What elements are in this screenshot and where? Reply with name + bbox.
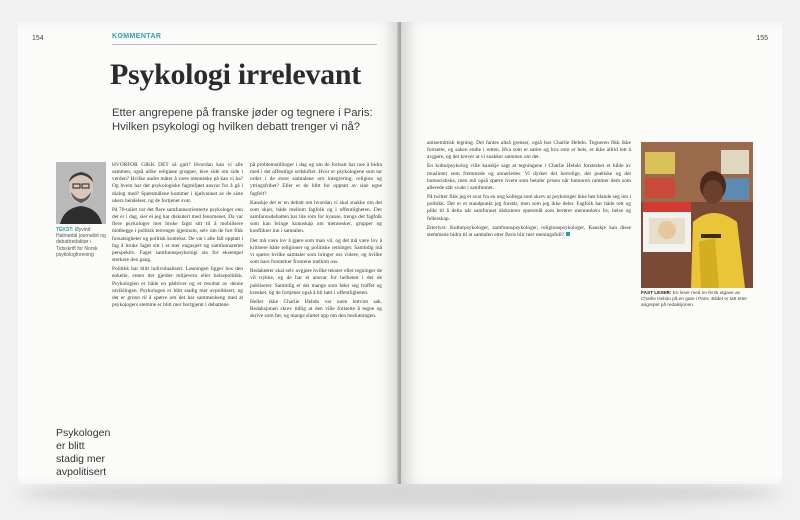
left-column-2 <box>250 162 382 480</box>
left-column-1 <box>112 162 243 480</box>
body-paragraph: Kanskje det er en debatt om hvordan vi skal snakke om det som skjer, både mellom fagfolk og i offentligheten. Der samfunnsdebatten har lite rom for nyanse, trengs det fagfolk som kan bringe kunnskap om mennesker, grupper og konflikter inn i samtalen. <box>250 199 382 235</box>
reader-photo-image <box>641 142 753 288</box>
author-portrait-image <box>56 162 106 224</box>
author-photo <box>56 162 106 224</box>
news-photo <box>641 142 753 288</box>
photo-caption-label: FAST LESER: <box>641 290 672 295</box>
pull-quote: Psykologen er blitt stadig mer avpolitisert <box>56 427 111 478</box>
body-paragraph: antisemittisk tegning. Det fantes altså grenser, også hos Charlie Hebdo. Tegneren fikk ikke fortsette, og saken endte i retten. Hva som er satire og hva som er hets, er ikke alltid lett å avgjøre, og det krever at vi snakker sammen om det. <box>427 140 631 161</box>
left-page <box>18 22 399 484</box>
body-paragraph: På twitter fikk jeg et svar fra en ung kollega som skrev at psykologer ikke bør blande seg inn i politikk. Det er et standpunkt jeg forstår, men som jeg ikke deler. Fagfolk har både rett og plikt til å delta når samfunnet diskuterer spørsmål som berører menneskers liv, helse og fellesskap. <box>427 194 631 222</box>
body-paragraph: Politikk har blitt individualisert. Løsningen ligger hos den enkelte, enten det gjelder miljøvern eller helsepolitikk. Psykologien er både en pådriver og et resultat av denne utviklingen. Psykologen er blitt stadig mer avpolitisert, og det er grunn til å spørre om det har sammenheng med at psykologers stemme er blitt mer bortgjemt i debattene. <box>112 266 243 308</box>
body-paragraph: HVORFOR GIKK DET så galt? Hvordan kan vi alle sammen, også ulike religiøse grupper, leve side om side i verden? Hvilke andre måter å være menneske på kan vi ha? Og hvem har det psykologiske fagmiljøet ansvar for å gå i dialog med? Spørsmålene kommer i kjølvannet av de siste ukers hendelser, og de fortjener svar. <box>112 162 243 204</box>
body-paragraph: Etterlyst: Kulturpsykologer, samfunnspsykologer, religionspsykologer. Kanskje kan disse stemmene bidra til at samtalen etter Paris blir mer meningsfull? <box>427 224 631 238</box>
page-number-right: 155 <box>756 35 768 42</box>
photo-caption-text: En leser med en fersk utgave av Charlie Hebdo på en gate i Paris. Bildet er tatt etter angrepet på redaksjonen. <box>641 290 748 307</box>
body-paragraph: Redaktører skal selv avgjøre hvilke tekster eller tegninger de vil trykke, og de har et ansvar for helheten i det de publiserer. Samtidig er det mange som føler seg truffet og krenket, og de fortjener også å bli hørt i offentligheten. <box>250 268 382 296</box>
header-rule <box>112 44 377 45</box>
page-number-left: 154 <box>32 35 44 42</box>
author-caption <box>56 227 106 258</box>
body-paragraph: Det må være lov å gjøre som man vil, og det må være lov å kritisere både religioner og politiske retninger. Samtidig må vi spørre hvilke samtaler som bringer oss videre, og hvilke som bare forsterker frontene mellom oss. <box>250 237 382 266</box>
section-label: KOMMENTAR <box>112 33 162 40</box>
body-paragraph: på problemstillinger i dag og om de fortsatt har noe å bidra med i det offentlige ordskiftet. Hvor er psykologene som tar ordet i de store samtalene om integrering, religion og ytringsfrihet? Eller er de blitt for opptatt av sine egne fagfelt? <box>250 162 382 197</box>
right-page <box>401 22 782 484</box>
ingress: Etter angrepene på franske jøder og tegnere i Paris: Hvilken psykologi og hvilken debatt trenger vi nå? <box>112 107 373 133</box>
author-caption-label: TEKST: <box>56 227 74 233</box>
end-mark-icon <box>566 232 570 236</box>
headline: Psykologi irrelevant <box>110 58 361 91</box>
body-paragraph: På 70-tallet var det flere samfunnsorienterte psykologer enn det er i dag, sier ei jeg har diskutert med fenomenet. Da var flere psykologer mer bruke fagst sitt til å mobilisere motbegge i politisk terrenget igjennom, selv om de fort fikk forsatsigheter og politisk kontekst. De var i alle fall opptatt i fag å bruke faget sitt i et mer engasjert og samfunnsrettet perspektiv. Faget samfunnspsykologi sto for eksempel sterkere den gang. <box>112 206 243 264</box>
body-paragraph: En kulturpsykolog ville kanskje sagt at tegningene i Charlie Hebdo forsterket et bilde av muslimer som fremmede og annerledes. Vi dyrker det herrelige, det poetiske og det humoristiske, men må også spørre hvem som betaler prisen når humoren rammer dem som allerede står svakt i samfunnet. <box>427 163 631 191</box>
author-caption-text: Øyvind Halmødal journalist og debattredaktør i Tidsskrift for Norsk psykologforening <box>56 227 106 258</box>
body-paragraph: Heller ikke Charlie Hebdo var noen lettvint sak. Redaksjonen skrev tidlig at den ville fortsette å tegne og skrive som før, og mange sluttet opp om den beslutningen. <box>250 298 382 320</box>
right-column-1 <box>427 140 631 480</box>
photo-caption <box>641 290 753 308</box>
